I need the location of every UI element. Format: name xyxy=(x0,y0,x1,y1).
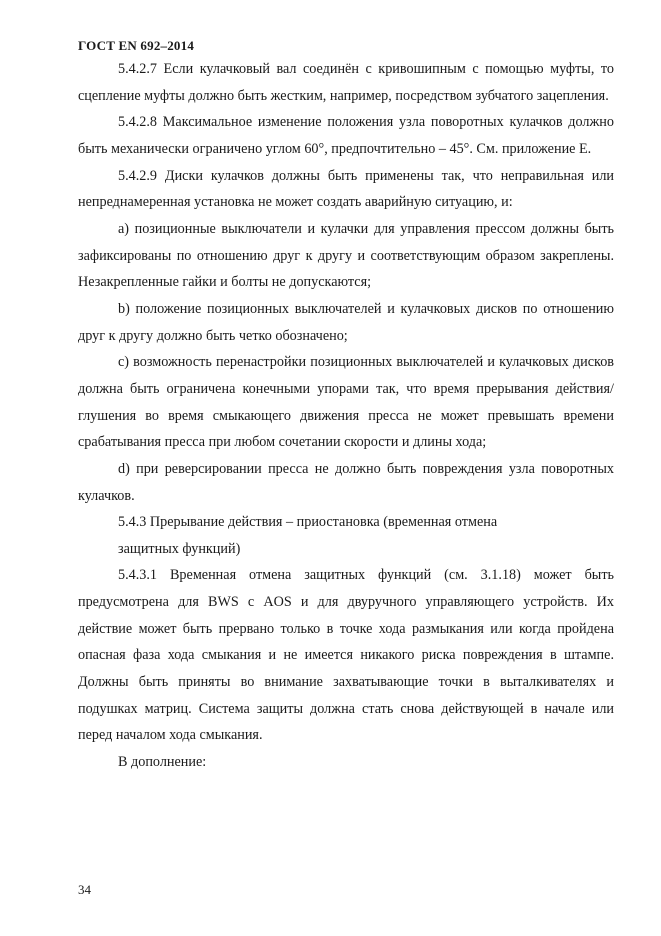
document-body xyxy=(78,56,614,776)
standard-header: ГОСТ EN 692–2014 xyxy=(78,38,195,53)
paragraph-5-4-2-9: 5.4.2.9 Диски кулачков должны быть применены так, что неправильная или непреднамеренная установка не может создать аварийную ситуацию, и: xyxy=(78,167,614,211)
list-item-a: a) позиционные выключатели и кулачки для управления прессом должны быть зафиксированы по отношению друг к другу и соответствующим образом закреплены. Незакрепленные гайки и болты не допускаются; xyxy=(78,220,614,291)
page-number: 34 xyxy=(78,882,91,897)
paragraph-5-4-2-8: 5.4.2.8 Максимальное изменение положения узла поворотных кулачков должно быть механически ограничено углом 60°, предпочтительно – 45°. См. приложение Е. xyxy=(78,114,614,157)
section-heading-5-4-3-continued: защитных функций) xyxy=(118,540,241,557)
paragraph-5-4-3-1: 5.4.3.1 Временная отмена защитных функций (см. 3.1.18) может быть предусмотрена для BWS с AOS и для двуручного управляющего устройств. Их действие может быть прервано только в точке хода размыкания или когда пройдена опасная фаза хода смыкания и не имеется никакого риска повреждения в штампе. Должны быть приняты во внимание захватывающие точки в выталкивателях и подушках матриц. Система защиты должна стать снова действующей в начале или перед началом хода смыкания. xyxy=(78,567,614,744)
paragraph-5-4-2-7: 5.4.2.7 Если кулачковый вал соединён с кривошипным с помощью муфты, то сцепление муфты должно быть жестким, например, посредством зубчатого зацепления. xyxy=(78,61,614,104)
list-item-b: b) положение позиционных выключателей и кулачковых дисков по отношению друг к другу должно быть четко обозначено; xyxy=(78,300,614,344)
list-item-c: c) возможность перенастройки позиционных выключателей и кулачковых дисков должна быть ограничена конечными упорами так, что время прерывания действия/глушения во время смыкающего движения пресса не может превышать времени срабатывания пресса при любом сочетании скорости и длины хода; xyxy=(78,354,614,451)
list-item-d: d) при реверсировании пресса не должно быть повреждения узла поворотных кулачков. xyxy=(78,460,614,504)
paragraph-in-addition: В дополнение: xyxy=(118,754,207,771)
section-heading-5-4-3: 5.4.3 Прерывание действия – приостановка (временная отмена xyxy=(118,514,498,531)
